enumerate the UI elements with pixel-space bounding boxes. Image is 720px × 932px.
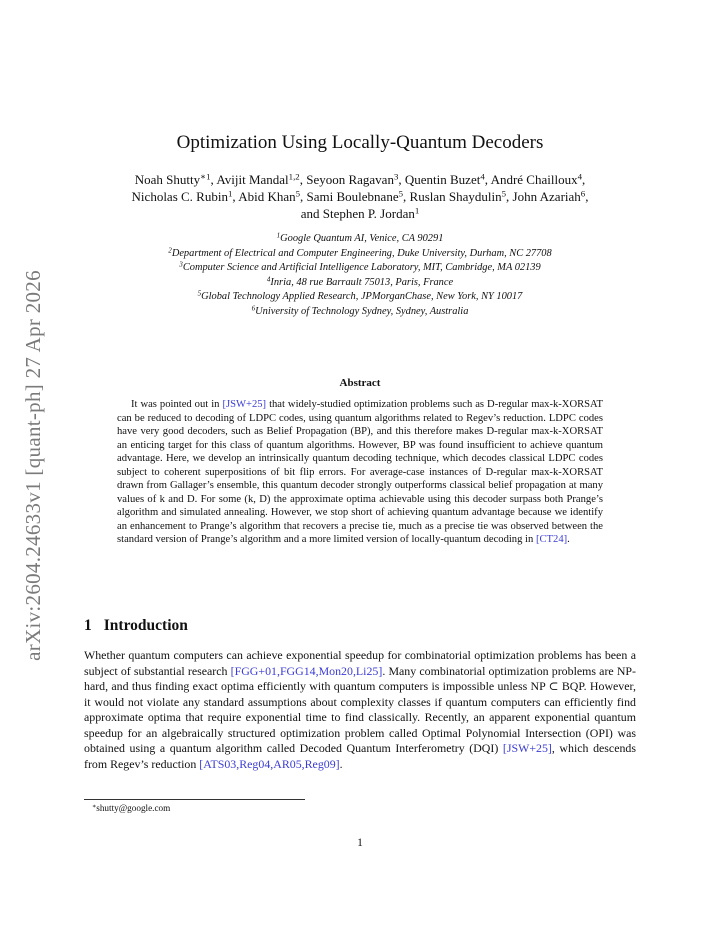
author-name: Noah Shutty [134, 172, 201, 187]
footnote-divider [84, 799, 305, 800]
affiliation-number: 3 [179, 260, 183, 269]
author-affiliation-mark: 4 [480, 171, 485, 182]
author-affiliation-mark: 4 [577, 171, 582, 182]
body-text: , which descends from Regev’s reduction [84, 741, 636, 771]
affiliation-item [80, 290, 640, 305]
section-title-text: Introduction [103, 617, 188, 634]
citation-link[interactable]: [JSW+25] [502, 741, 552, 755]
author-name: Nicholas C. Rubin [131, 189, 228, 204]
author-name: Ruslan Shaydulin [409, 189, 502, 204]
citation-link[interactable]: [ATS03,Reg04,AR05,Reg09] [199, 756, 340, 771]
author-name: André Chailloux [490, 172, 578, 187]
body-text: . [339, 756, 343, 771]
page-number: 1 [357, 837, 363, 849]
introduction-paragraph [84, 648, 636, 772]
author-affiliation-mark: ∗1 [200, 171, 211, 182]
author-name: Avijit Mandal [216, 172, 289, 187]
citation-link[interactable]: [CT24] [535, 534, 568, 545]
author-name: and Stephen P. Jordan [300, 206, 415, 221]
footnote-email[interactable]: shutty@google.com [96, 803, 171, 813]
section-heading [84, 617, 188, 635]
affiliation-item [80, 232, 640, 247]
author-name: Quentin Buzet [404, 172, 481, 187]
paper-title: Optimization Using Locally-Quantum Decoders [176, 132, 544, 153]
citation-link[interactable]: [JSW+25] [222, 399, 267, 410]
arxiv-identifier-stamp [8, 245, 58, 685]
author-list: Noah Shutty$^{∗1}$, Avijit Mandal$^{1,2}$, Seyoon Ragavan$^3$, Quentin Buzet$^4$, André Chailloux$^4$, Nicholas C. Rubin$^1$, Abid Khan$^5$, Sami Boulebnane$^5$, Ruslan Shaydulin$^5$, John Azariah$^6$, and Stephen P. Jordan$^1$ [131, 171, 589, 221]
affiliation-list [80, 232, 640, 320]
affiliation-number: 6 [251, 304, 256, 313]
affiliation-item [80, 247, 640, 262]
footnote-mark: ∗ [92, 802, 97, 810]
author-name: Seyoon Ragavan [306, 172, 394, 187]
arxiv-stamp-text: arXiv:2604.24633v1 [quant-ph] 27 Apr 2026 [20, 269, 45, 661]
author-affiliation-mark: 5 [398, 188, 404, 199]
body-text: . Many combinatorial optimization problems are NP-hard, and thus finding exact optima efficiently with quantum computers is impossible unless NP ⊂ BQP. However, it would not violate any standard assumptions about complexity classes if quantum computers can efficiently find approximate optima that require exponential time to find classically. Recently, an apparent exponential quantum speedup for an algebraically structured optimization problem called Optimal Polynomial Intersection (OPI) was obtained using a quantum algorithm called Decoded Quantum Interferometry (DQI) [84, 663, 636, 755]
affiliation-text: Computer Science and Artificial Intelligence Laboratory, MIT, Cambridge, MA 02139 [182, 262, 541, 274]
affiliation-number: 1 [276, 231, 281, 240]
affiliation-text: Global Technology Applied Research, JPMorganChase, New York, NY 10017 [201, 291, 523, 303]
author-affiliation-mark: 3 [393, 171, 399, 182]
affiliation-item [80, 261, 640, 276]
affiliation-number: 4 [266, 275, 271, 284]
author-name: John Azariah [512, 189, 581, 204]
body-text: Whether quantum computers can achieve exponential speedup for combinatorial optimization problems has been a subject of substantial research [84, 648, 636, 678]
abstract-text: that widely-studied optimization problems such as D-regular max-k-XORSAT can be reduced to decoding of LDPC codes, using quantum algorithms related to Regev’s reduction. LDPC codes have very good decoders, such as Belief Propagation (BP), and this therefore makes D-regular max-k-XORSAT an enticing target for this class of quantum algorithms. However, BP was found insufficient to achieve quantum advantage. Here, we develop an intrinsically quantum decoding technique, which decodes classical LDPC codes subject to coherent superpositions of bit flip errors. For average-case instances of D-regular max-k-XORSAT drawn from Gallager’s ensemble, this quantum decoder strongly outperforms classical belief propagation at many values of k and D. For some (k, D) the approximate optima achievable using this decoder surpass both Prange’s algorithm and simulated annealing. However, we stop short of achieving quantum advantage because we identify an enhancement to Prange’s algorithm that recovers a precise tie, much as a precise tie was observed between the standard version of Prange’s algorithm and a more limited version of locally-quantum decoding in [117, 399, 603, 545]
citation-link[interactable]: [FGG+01,FGG14,Mon20,Li25] [230, 663, 383, 678]
affiliation-text: Google Quantum AI, Venice, CA 90291 [280, 233, 444, 244]
abstract-text: . [567, 534, 570, 545]
author-affiliation-mark: 1,2 [288, 171, 300, 182]
affiliation-item [80, 305, 640, 320]
author-name: Abid Khan [238, 189, 296, 204]
author-affiliation-mark: 5 [295, 188, 301, 199]
author-affiliation-mark: 1 [414, 205, 420, 216]
affiliation-text: Inria, 48 rue Barrault 75013, Paris, France [270, 276, 454, 288]
affiliation-number: 5 [197, 289, 202, 298]
affiliation-text: Department of Electrical and Computer Engineering, Duke University, Durham, NC 27708 [171, 247, 552, 259]
author-affiliation-mark: 5 [501, 188, 507, 199]
author-affiliation-mark: 1 [227, 188, 233, 199]
author-affiliation-mark: 6 [580, 188, 586, 199]
affiliation-text: University of Technology Sydney, Sydney, Australia [255, 305, 469, 317]
affiliation-number: 2 [168, 246, 172, 255]
abstract-heading: Abstract [339, 377, 381, 389]
section-number: 1 [84, 617, 92, 634]
abstract-text: It was pointed out in [131, 399, 223, 410]
author-name: Sami Boulebnane [306, 189, 399, 204]
footnote [92, 803, 170, 813]
affiliation-item [80, 276, 640, 291]
abstract-body [117, 398, 603, 547]
